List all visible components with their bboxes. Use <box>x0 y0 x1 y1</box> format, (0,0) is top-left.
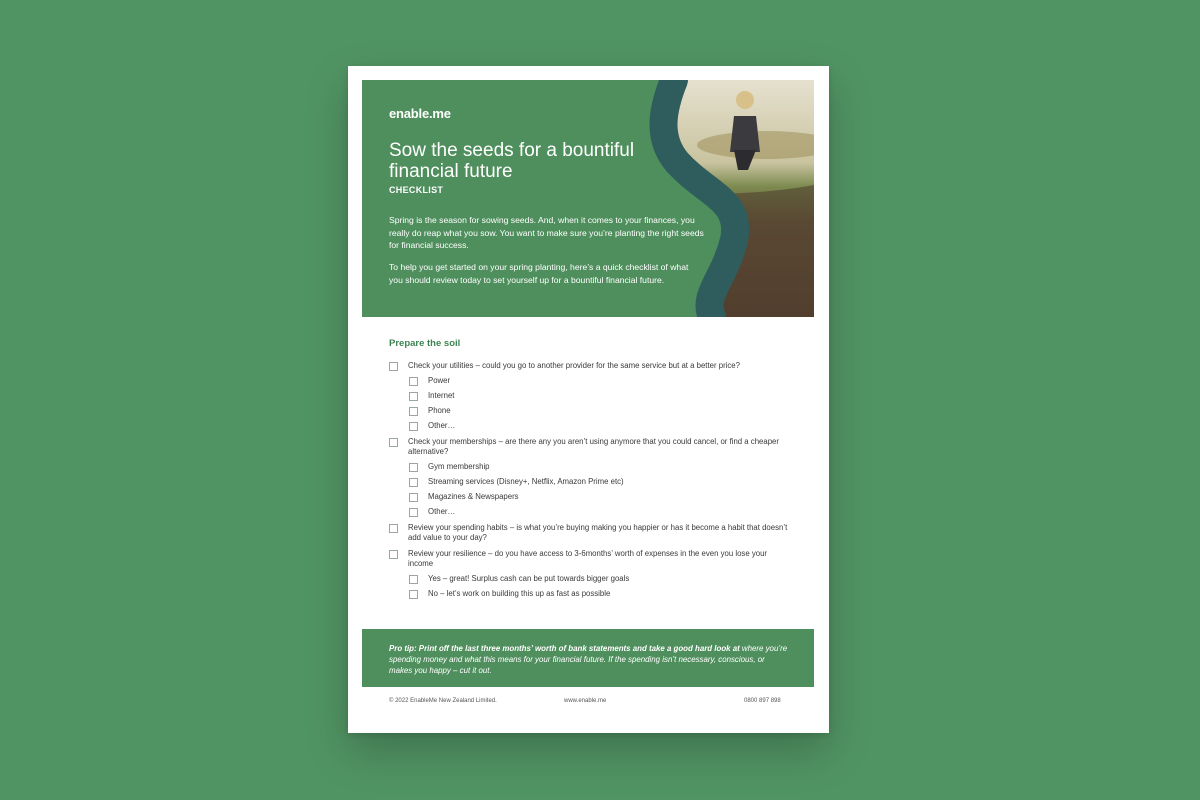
checklist-item-text: Review your resilience – do you have access to 3-6months’ worth of expenses in the even you lose your income <box>408 548 767 568</box>
checklist-item-text: Streaming services (Disney+, Netflix, Amazon Prime etc) <box>428 477 624 486</box>
pro-tip-rest: where you’re spending money and what this means for your financial future. If the spending isn’t necessary, conscious, or makes you happy – cut it out. <box>389 644 788 675</box>
checkbox[interactable] <box>409 377 418 386</box>
checklist-item-text: Gym membership <box>428 462 490 471</box>
intro-paragraph-2: To help you get started on your spring planting, here’s a quick checklist of what you should review today to set yourself up for a bountiful financial future. <box>389 262 689 285</box>
footer-website[interactable]: www.enable.me <box>564 698 607 704</box>
checklist-item-text: Check your utilities – could you go to another provider for the same service but at a better price? <box>408 361 740 370</box>
brand-logo: enable.me <box>389 106 451 121</box>
checklist-sub-item <box>409 574 789 585</box>
checklist-sub-item <box>409 589 789 600</box>
checkbox[interactable] <box>389 438 398 447</box>
checkbox[interactable] <box>409 590 418 599</box>
checkbox[interactable] <box>409 493 418 502</box>
checklist-sub-item <box>409 507 789 518</box>
checkbox[interactable] <box>389 524 398 533</box>
checkbox[interactable] <box>409 478 418 487</box>
checklist-item-text: Internet <box>428 391 455 400</box>
checklist-sub-item <box>409 376 789 387</box>
pro-tip-lead: Pro tip: Print off the last three months’ worth of bank statements and take a good hard look at <box>389 644 740 653</box>
checklist-item <box>389 437 789 458</box>
checklist-item-text: Yes – great! Surplus cash can be put towards bigger goals <box>428 574 630 583</box>
checklist-sub-item <box>409 421 789 432</box>
checklist-item-text: Other… <box>428 421 456 430</box>
pro-tip-banner <box>362 629 814 687</box>
checklist-item <box>389 549 789 570</box>
checklist-sub-item <box>409 391 789 402</box>
checklist-item <box>389 361 789 372</box>
checklist-sub-item <box>409 492 789 503</box>
checklist-item-text: No – let’s work on building this up as fast as possible <box>428 589 611 598</box>
intro-paragraph-1: Spring is the season for sowing seeds. And, when it comes to your finances, you really do reap what you sow. You want to make sure you’re planting the right seeds for financial success. <box>389 215 704 250</box>
page-title: Sow the seeds for a bountiful financial future <box>389 140 635 182</box>
checklist-item <box>389 523 789 544</box>
footer-copyright: © 2022 EnableMe New Zealand Limited. <box>389 698 497 704</box>
footer-phone: 0800 897 898 <box>744 698 781 704</box>
checkbox[interactable] <box>409 463 418 472</box>
checklist <box>389 361 789 600</box>
checkbox[interactable] <box>409 392 418 401</box>
checklist-sub-item <box>409 406 789 417</box>
checklist-document <box>348 66 829 733</box>
checkbox[interactable] <box>389 550 398 559</box>
checklist-item-text: Review your spending habits – is what you’re buying making you happier or has it become a habit that doesn’t add value to your day? <box>408 522 788 542</box>
checklist-item-text: Phone <box>428 406 451 415</box>
checkbox[interactable] <box>409 407 418 416</box>
checkbox[interactable] <box>409 422 418 431</box>
checkbox[interactable] <box>389 362 398 371</box>
page-subtitle: CHECKLIST <box>389 185 444 195</box>
checklist-item-text: Power <box>428 376 451 385</box>
checkbox[interactable] <box>409 508 418 517</box>
checklist-sub-item <box>409 477 789 488</box>
checklist-item-text: Other… <box>428 507 456 516</box>
checklist-sub-item <box>409 462 789 473</box>
hero-banner <box>362 80 814 317</box>
section-title: Prepare the soil <box>389 338 461 349</box>
checkbox[interactable] <box>409 575 418 584</box>
checklist-item-text: Magazines & Newspapers <box>428 492 519 501</box>
checklist-item-text: Check your memberships – are there any you aren’t using anymore that you could cancel, or find a cheaper alternative? <box>408 436 779 456</box>
